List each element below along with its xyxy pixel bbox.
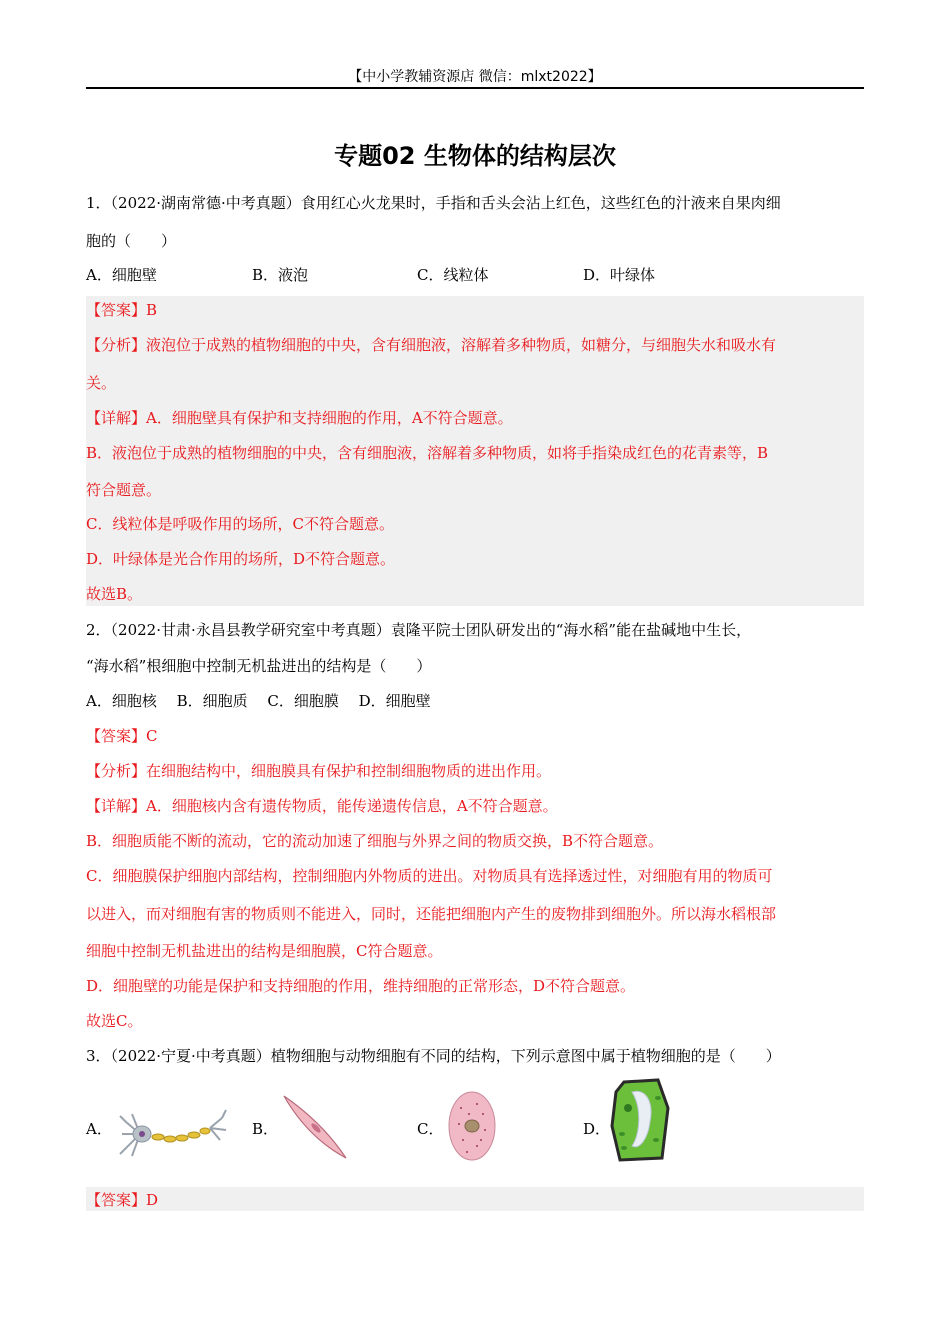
header-divider — [86, 87, 864, 89]
q3-answer: 【答案】D — [86, 1191, 159, 1209]
q2-analysis: 【分析】在细胞结构中，细胞膜具有保护和控制细胞物质的进出作用。 — [86, 762, 552, 780]
q3-option-c-label: C． — [417, 1120, 444, 1138]
q2-detail-line3: C．细胞膜保护细胞内部结构，控制细胞内外物质的进出。对物质具有选择透过性，对细胞有用的物质可 — [86, 867, 773, 885]
q2-options: A．细胞核 B．细胞质 C．细胞膜 D．细胞壁 — [86, 692, 431, 710]
q3-option-b-label: B． — [252, 1120, 279, 1138]
q1-detail-line4: C．线粒体是呼吸作用的场所，C不符合题意。 — [86, 515, 394, 533]
q1-stem-line1: 1．（2022·湖南常德·中考真题）食用红心火龙果时，手指和舌头会沾上红色，这些红色的汁液来自果肉细 — [86, 194, 781, 212]
muscle-cell-image — [280, 1094, 350, 1164]
q1-option-c: C．线粒体 — [417, 266, 489, 284]
q1-option-a: A．细胞壁 — [86, 266, 157, 284]
q3-stem: 3．（2022·宁夏·中考真题）植物细胞与动物细胞有不同的结构，下列示意图中属于植物细胞的是（ ） — [86, 1047, 781, 1065]
q2-stem-line1: 2．（2022·甘肃·永昌县教学研究室中考真题）袁隆平院士团队研发出的“海水稻”能在盐碱地中生长， — [86, 621, 752, 639]
q1-answer: 【答案】B — [86, 301, 158, 319]
q2-detail-line5: 细胞中控制无机盐进出的结构是细胞膜，C符合题意。 — [86, 942, 443, 960]
q3-option-a-label: A． — [86, 1120, 112, 1138]
page-header: 【中小学教辅资源店 微信：mlxt2022】 — [348, 69, 602, 85]
q1-detail-line6: 故选B。 — [86, 585, 143, 603]
q2-detail-line6: D．细胞壁的功能是保护和支持细胞的作用，维持细胞的正常形态，D不符合题意。 — [86, 977, 636, 995]
q2-detail-line7: 故选C。 — [86, 1012, 143, 1030]
q1-option-b: B．液泡 — [252, 266, 309, 284]
q3-answer-panel — [86, 1187, 864, 1211]
q3-option-d-label: D． — [583, 1120, 611, 1138]
q2-answer: 【答案】C — [86, 727, 158, 745]
q1-detail-line2: B．液泡位于成熟的植物细胞的中央，含有细胞液，溶解着多种物质，如将手指染成红色的花青素等，B — [86, 444, 769, 462]
neuron-cell-image — [118, 1104, 228, 1166]
q1-detail-line1: 【详解】A．细胞壁具有保护和支持细胞的作用，A不符合题意。 — [86, 409, 513, 427]
plant-cell-image — [610, 1078, 670, 1166]
animal-cell-image — [447, 1090, 497, 1166]
q1-analysis-line1: 【分析】液泡位于成熟的植物细胞的中央，含有细胞液，溶解着多种物质，如糖分，与细胞失水和吸水有 — [86, 336, 777, 354]
q1-detail-line3: 符合题意。 — [86, 481, 162, 499]
q1-stem-line2: 胞的（ ） — [86, 232, 177, 250]
q2-detail-line4: 以进入，而对细胞有害的物质则不能进入，同时，还能把细胞内产生的废物排到细胞外。所以海水稻根部 — [86, 905, 777, 923]
q2-detail-line2: B．细胞质能不断的流动，它的流动加速了细胞与外界之间的物质交换，B不符合题意。 — [86, 832, 664, 850]
page-title: 专题02 生物体的结构层次 — [334, 142, 616, 170]
q2-stem-line2: “海水稻”根细胞中控制无机盐进出的结构是（ ） — [86, 657, 432, 675]
q1-option-d: D．叶绿体 — [583, 266, 656, 284]
q1-analysis-line2: 关。 — [86, 374, 117, 392]
q2-detail-line1: 【详解】A．细胞核内含有遗传物质，能传递遗传信息，A不符合题意。 — [86, 797, 558, 815]
q1-detail-line5: D．叶绿体是光合作用的场所，D不符合题意。 — [86, 550, 396, 568]
